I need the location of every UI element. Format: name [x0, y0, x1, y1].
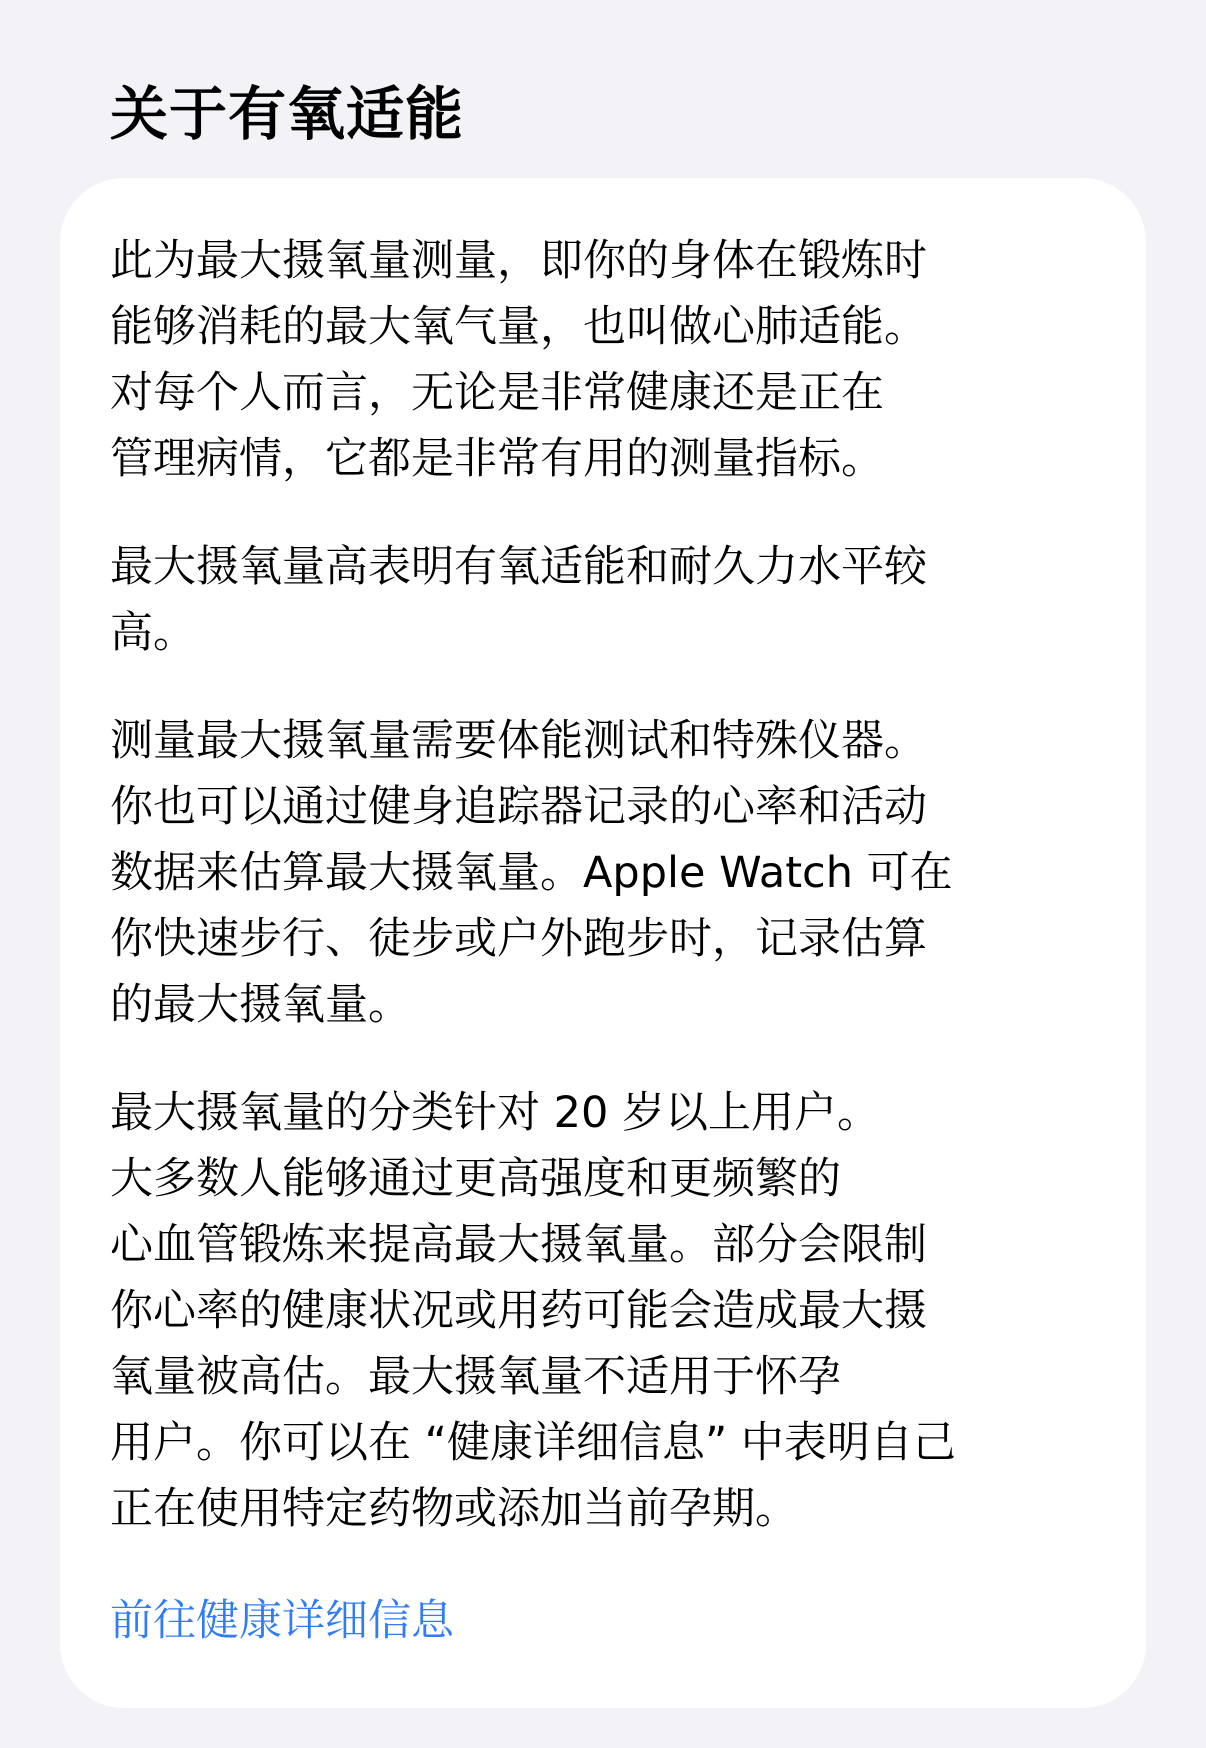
paragraph-definition: 此为最大摄氧量测量，即你的身体在锻炼时 能够消耗的最大氧气量，也叫做心肺适能。 对每个人而言，无论是非常健康还是正在 管理病情，它都是非常有用的测量指标。 — [110, 236, 927, 484]
paragraph-measurement: 测量最大摄氧量需要体能测试和特殊仪器。 你也可以通过健身追踪器记录的心率和活动 数据来估算最大摄氧量。Apple Watch 可在 你快速步行、徒步或户外跑步时，记录估算 的最大摄氧量。 — [110, 716, 953, 1030]
section-title: 关于有氧适能 — [110, 80, 465, 148]
info-card — [60, 178, 1146, 1708]
health-details-link[interactable]: 前往健康详细信息 — [110, 1596, 454, 1646]
paragraph-high-value: 最大摄氧量高表明有氧适能和耐久力水平较 高。 — [110, 542, 927, 658]
paragraph-classification: 最大摄氧量的分类针对 20 岁以上用户。 大多数人能够通过更高强度和更频繁的 心血管锻炼来提高最大摄氧量。部分会限制 你心率的健康状况或用药可能会造成最大摄 氧量被高估。最大摄氧量不适用于怀孕 用户。你可以在 “健康详细信息” 中表明自己 正在使用特定药物或添加当前孕期。 — [110, 1088, 956, 1534]
